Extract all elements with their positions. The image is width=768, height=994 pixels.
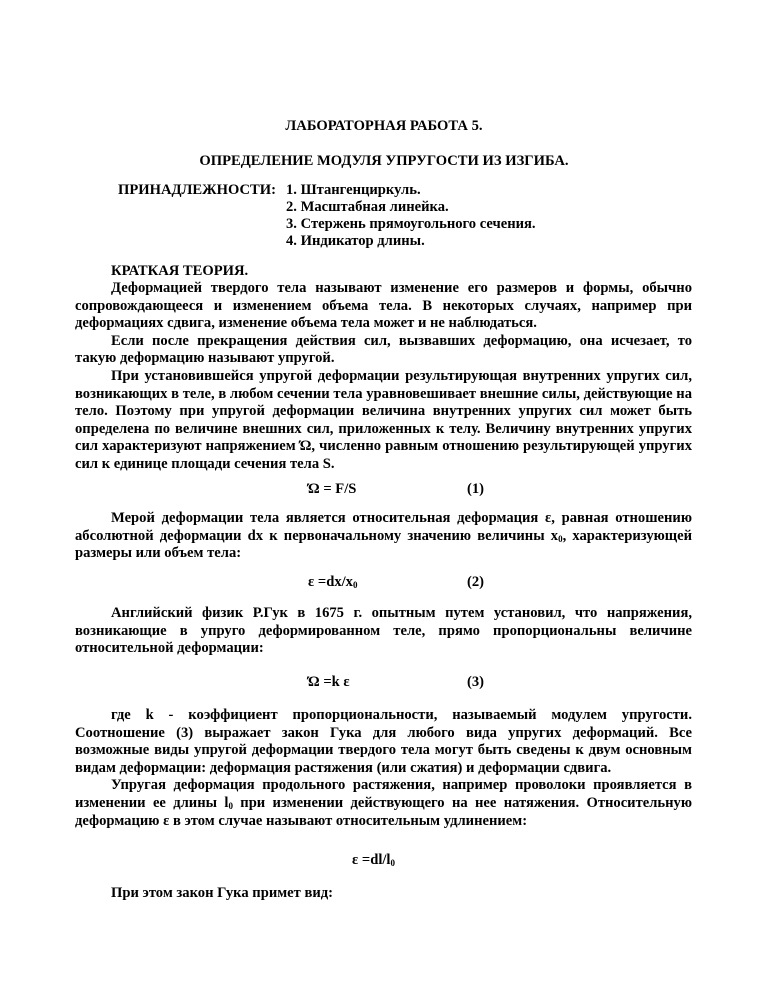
formula-number: (2): [467, 574, 485, 590]
equipment-item: 1. Штангенциркуль.: [286, 182, 421, 198]
formula-expression: Ώ =k ε: [308, 674, 350, 690]
formula-3: [308, 674, 350, 692]
formula-1: [308, 481, 356, 499]
paragraph-block: [75, 510, 692, 563]
paragraph: где k - коэффициент пропорциональности, называемый модулем упругости. Соотношение (3) выражает закон Гука для любого вида упругих деформаций. Все возможные виды упругой деформации твердого тела могут быть сведены к двум основным видам деформации: деформация растяжения (или сжатия) и деформации сдвига.: [75, 707, 692, 776]
theory-heading: КРАТКАЯ ТЕОРИЯ.: [111, 263, 249, 279]
formula-number: (1): [467, 481, 485, 497]
paragraph: При этом закон Гука примет вид:: [111, 885, 334, 901]
equipment-item: 4. Индикатор длины.: [286, 233, 425, 249]
paragraph-block: [75, 605, 692, 658]
formula-number: (3): [467, 674, 485, 690]
paragraph-block: [75, 707, 692, 830]
formula-2: $\varepsilon =dx/x_0$: [308, 574, 358, 590]
equipment-label: ПРИНАДЛЕЖНОСТИ:: [118, 182, 276, 198]
paragraph: Деформацией твердого тела называют изменение его размеров и формы, обычно сопровождающееся и изменением объема тела. В некоторых случаях, например при деформациях сдвига, изменение объема тела может и не наблюдаться.: [75, 280, 692, 332]
paragraph: Упругая деформация продольного растяжения, например проволоки проявляется в изменении ее длины $l_0$ при изменении действующего на нее натяжения. Относительную деформацию ε в этом случае называют относительным удлинением:: [75, 777, 693, 829]
paragraph: Если после прекращения действия сил, вызвавших деформацию, она исчезает, то такую деформацию называют упругой.: [75, 332, 692, 367]
paragraph: Мерой деформации тела является относительная деформация ε, равная отношению абсолютной деформации dx к первоначальному значению величины $x_0$, характеризующей размеры или объем тела:: [75, 510, 692, 562]
formula-expression: Ώ = F/S: [308, 481, 357, 497]
theory-text-block: [75, 280, 692, 474]
equipment-item: 2. Масштабная линейка.: [286, 199, 449, 215]
formula-4: $\varepsilon =dl/l_0$: [352, 852, 395, 868]
lab-title: ЛАБОРАТОРНАЯ РАБОТА 5.: [285, 118, 483, 134]
paragraph: Английский физик Р.Гук в 1675 г. опытным путем установил, что напряжения, возникающие в упруго деформированном теле, прямо пропорциональны величине относительной деформации:: [75, 605, 692, 657]
lab-subtitle: ОПРЕДЕЛЕНИЕ МОДУЛЯ УПРУГОСТИ ИЗ ИЗГИБА.: [199, 153, 569, 169]
equipment-item: 3. Стержень прямоугольного сечения.: [286, 216, 536, 232]
paragraph: При установившейся упругой деформации результирующая внутренних упругих сил, возникающих в теле, в любом сечении тела уравновешивает внешние силы, действующие на тело. Поэтому при упругой деформации величина внутренних упругих сил может быть определена по величине внешних сил, приложенных к телу. Величину внутренних упругих сил характеризуют напряжением Ώ, численно равным отношению результирующей упругих сил к единице площади сечения тела S.: [75, 367, 692, 472]
